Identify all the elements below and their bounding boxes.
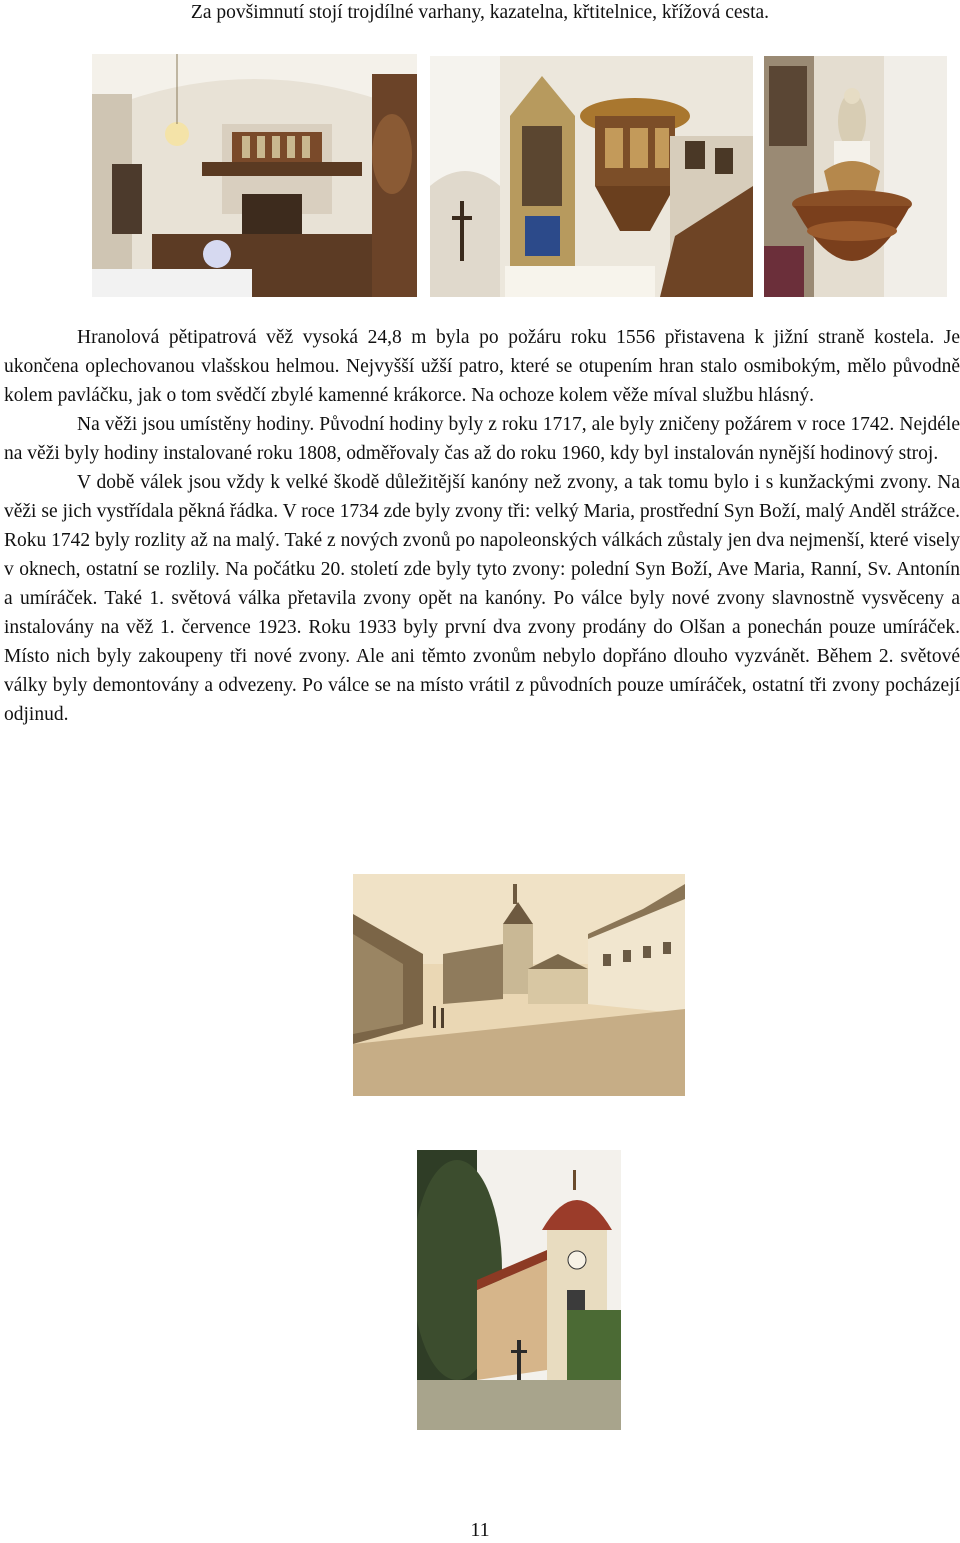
baptismal-font-photo — [764, 56, 947, 297]
paragraph-tower: Hranolová pětipatrová věž vysoká 24,8 m byla po požáru roku 1556 přistavena k jižní straně kostela. Je ukončena oplechovanou vlašskou helmou. Nejvyšší užší patro, které se otupením hran stalo osmibokým, mělo původně kolem pavláčku, jak o tom svědčí zbylé kamenné krákorce. Na ochoze kolem věže míval službu hlásný. — [4, 327, 960, 406]
paragraph-bells: V době válek jsou vždy k velké škodě důležitější kanóny než zvony, a tak tomu bylo i s kunžackými zvony. Na věži se jich vystřídala pěkná řádka. V roce 1734 zde byly zvony tři: velký Maria, prostřední Syn Boží, malý Anděl strážce. Roku 1742 byly rozlity až na malý. Také z nových zvonů po napoleonských válkách zůstaly jen dva nejmenší, které visely v oknech, ostatní se rozlily. Na počátku 20. století zde byly tyto zvony: polední Syn Boží, Ave Maria, Ranní, Sv. Antonín a umíráček. Také 1. světová válka přetavila zvony opět na kanóny. Po válce byly nové zvony slavnostně vysvěceny a instalovány na věž 1. července 1923. Roku 1933 byly první dva zvony prodány do Olšan a ponechán pouze umíráček. Místo nich byly zakoupeny tři nové zvony. Ale ani těmto zvonům nebylo dopřáno dlouho vyzvánět. Během 2. světové války byly demontovány a odvezeny. Po válce se na místo vrátil z původních pouze umíráček, ostatní tři zvony pocházejí odjinud. — [4, 472, 960, 725]
paragraph-clock: Na věži jsou umístěny hodiny. Původní hodiny byly z roku 1717, ale byly zničeny požárem v roce 1742. Nejdéle na věži byly hodiny instalované roku 1808, odměřovaly čas až do roku 1960, kdy byl instalován nynější hodinový stroj. — [4, 414, 960, 464]
article-body — [4, 323, 960, 729]
page-number: 11 — [470, 1519, 490, 1541]
church-interior-photo — [92, 54, 417, 297]
photo-caption: Za povšimnutí stojí trojdílné varhany, kazatelna, křtitelnice, křížová cesta. — [190, 2, 770, 23]
church-tower-photo — [417, 1150, 621, 1430]
pulpit-altar-photo — [430, 56, 753, 297]
historic-square-photo — [353, 874, 685, 1096]
